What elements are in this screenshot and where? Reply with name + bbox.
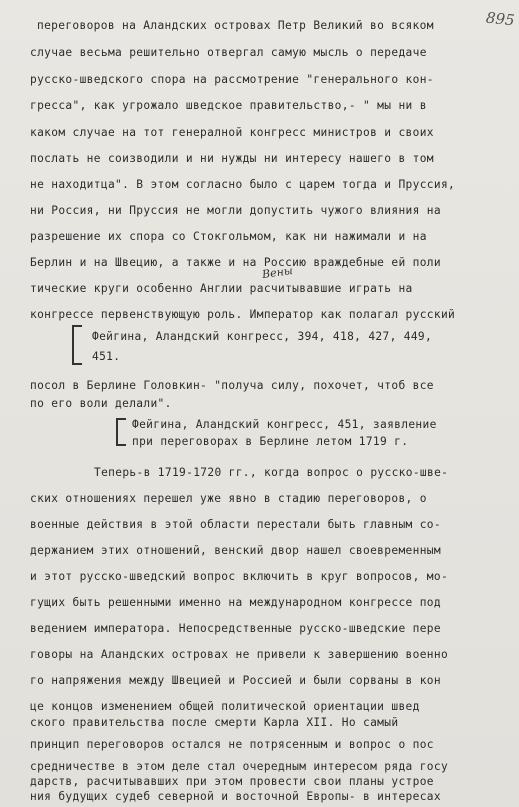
footnote-bracket (72, 325, 82, 365)
text-line: тические круги особенно Англии расчитывавшие играть на (30, 282, 413, 295)
text-line: го напряжения между Швецией и Россией и были сорваны в кон (30, 674, 441, 687)
footnote-line: Фейгина, Аландский конгресс, 451, заявление (132, 418, 437, 431)
text-line: Теперь-в 1719-1720 гг., когда вопрос о русско-шве- (94, 466, 449, 479)
footnote-line: при переговорах в Берлине летом 1719 г. (132, 435, 409, 448)
text-line: переговоров на Аландских островах Петр Великий во всяком (37, 19, 434, 32)
footnote-bracket (116, 418, 126, 446)
text-line: конгрессе первенствующую роль. Император как полагал русский (30, 308, 456, 321)
text-line: посол в Берлине Головкин- "получа силу, похочет, чтоб все (30, 379, 434, 392)
text-line: держанием этих отношений, венский двор нашел своевременным (30, 544, 441, 557)
footnote-line: Фейгина, Аландский конгресс, 394, 418, 427, 449, (92, 330, 433, 343)
text-line: Берлин и на Швецию, а также и на Россию враждебные ей поли (30, 256, 441, 269)
text-line: военные действия в этой области перестали быть главным со- (30, 518, 441, 531)
text-line: ведением императора. Непосредственные русско-шведские пере (30, 622, 441, 635)
text-line: ния будущих судеб северной и восточной Европы- в интересах (30, 790, 441, 803)
text-line: ских отношениях перешел уже явно в стадию переговоров, о (30, 492, 427, 505)
handwritten-insert: Вены (261, 263, 294, 282)
text-line: средничестве в этом деле стал очередным интересом ряда госу (30, 760, 449, 773)
text-line: русско-шведского спора на рассмотрение "генерального кон- (30, 73, 434, 86)
text-line: ни Россия, ни Пруссия не могли допустить чужого влияния на (30, 204, 441, 217)
footnote-line: 451. (92, 350, 121, 363)
text-line: гущих быть решенными именно на международном конгрессе под (30, 596, 441, 609)
text-line: гресса", как угрожало шведское правительство,- " мы ни в (30, 99, 427, 112)
text-line: послать не соизводили и ни нужды ни интересу нашего в том (30, 152, 434, 165)
text-line: не находитца". В этом согласно было с царем тогда и Пруссия, (30, 178, 456, 191)
text-line: случае весьма решительно отвергал самую мысль о передаче (30, 46, 427, 59)
text-line: каком случае на тот генералной конгресс министров и своих (30, 126, 434, 139)
text-line: принцип переговоров остался не потрясенным и вопрос о пос (30, 738, 434, 751)
text-line: говоры на Аландских островах не привели к завершению военно (30, 648, 449, 661)
text-line: дарств, расчитывавших при этом провести свои планы устрое (30, 775, 434, 788)
text-line: це концов изменением общей политической ориентации швед (30, 700, 420, 713)
text-line: и этот русско-шведский вопрос включить в круг вопросов, мо- (30, 570, 449, 583)
text-line: разрешение их спора со Стокгольмом, как ни нажимали и на (30, 230, 427, 243)
text-line: по его воли делали". (30, 397, 172, 410)
text-line: ского правительства после смерти Карла XII. Но самый (30, 716, 399, 729)
page-number: 895 (485, 8, 516, 30)
